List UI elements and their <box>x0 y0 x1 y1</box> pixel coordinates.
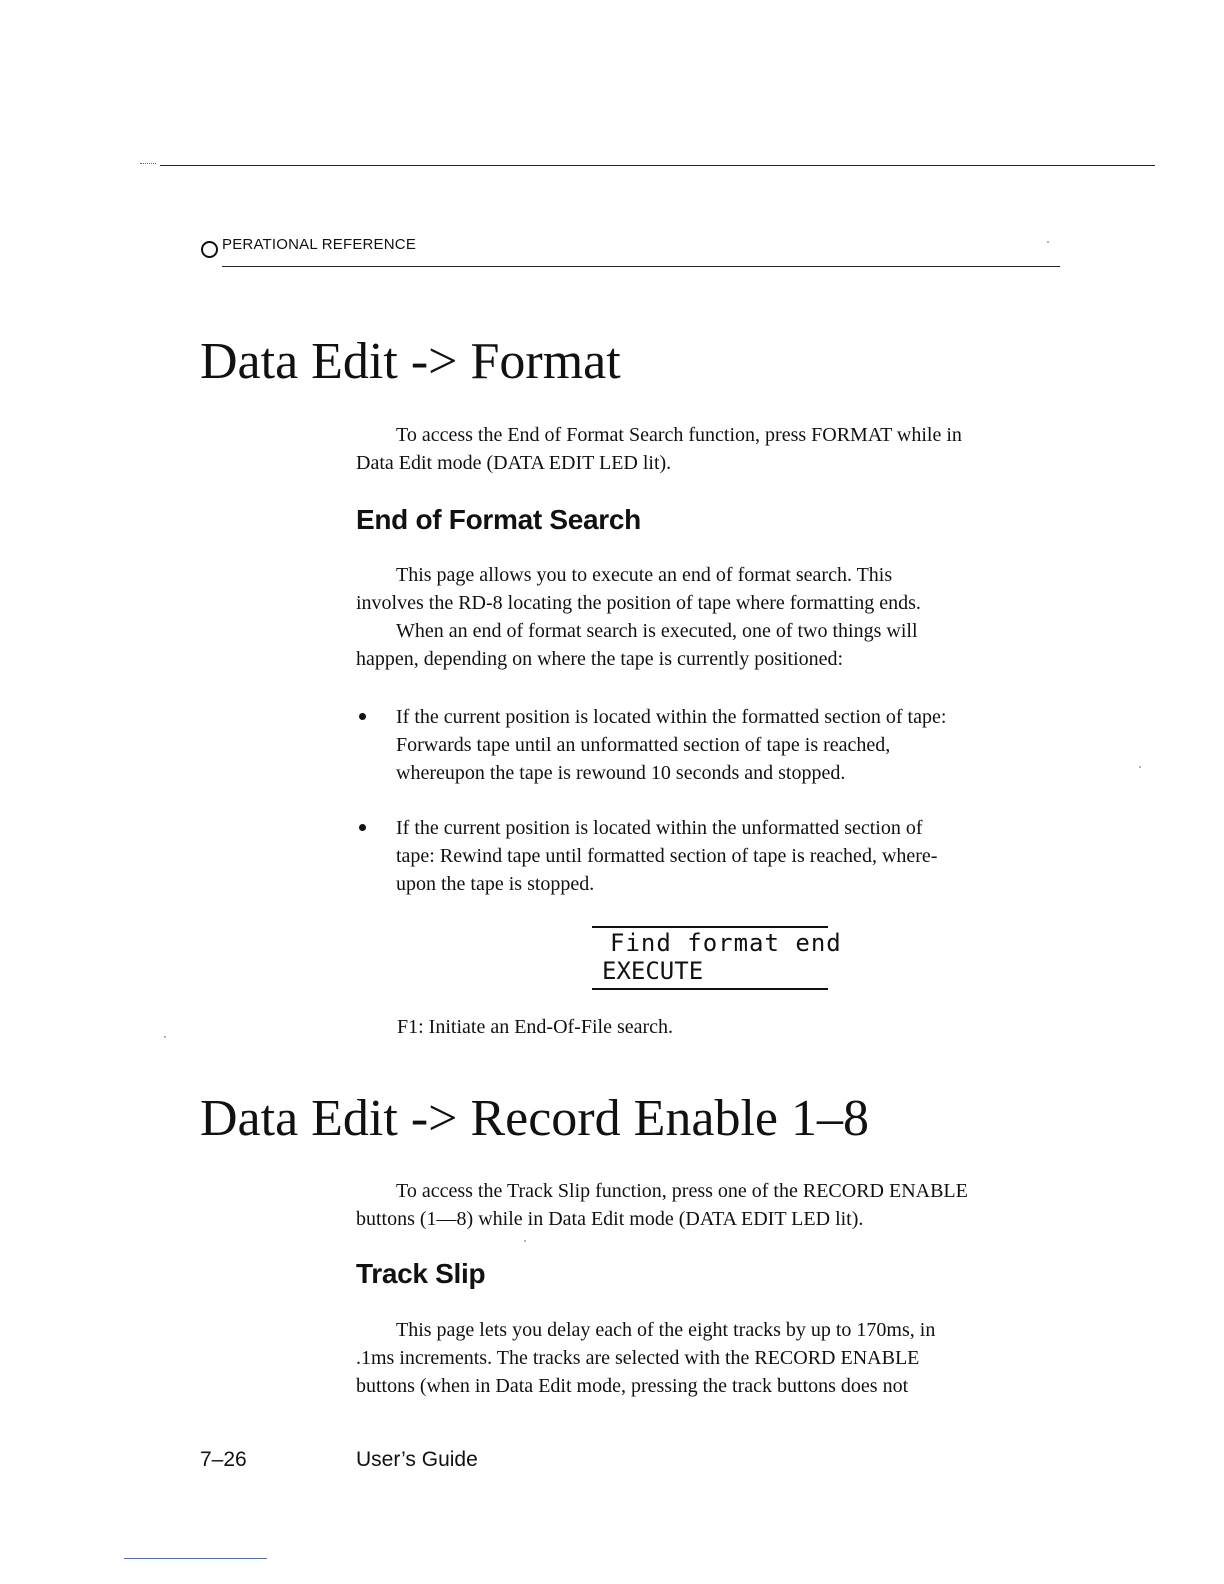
footer-guide-title: User’s Guide <box>356 1448 478 1471</box>
subhead-track-slip: Track Slip <box>356 1258 486 1289</box>
track-slip-paragraph <box>356 1316 1076 1400</box>
page-number: 7–26 <box>200 1448 247 1471</box>
section-title-format: Data Edit -> Format <box>200 333 621 390</box>
lcd-bottom-rule <box>592 988 828 990</box>
record-intro-line-2: buttons (1—8) while in Data Edit mode (DATA EDIT LED lit). <box>356 1208 864 1230</box>
bullet-icon <box>359 824 366 831</box>
bullet-item-formatted <box>396 703 1076 787</box>
subhead-end-of-format-search: End of Format Search <box>356 504 641 535</box>
scan-speck <box>1139 766 1141 768</box>
header-initial-circle <box>201 241 218 258</box>
section-title-record-enable: Data Edit -> Record Enable 1–8 <box>200 1090 869 1147</box>
track-slip-line-3: buttons (when in Data Edit mode, pressing the track buttons does not <box>356 1375 909 1397</box>
lcd-line-2: EXECUTE <box>602 957 704 985</box>
lcd-top-rule <box>592 926 828 928</box>
format-p1-line-2: involves the RD-8 locating the position of tape where formatting ends. <box>356 592 921 614</box>
format-intro <box>356 421 1076 477</box>
bullet-2-line-2: tape: Rewind tape until formatted section of tape is reached, where- <box>396 845 938 867</box>
bullet-1-line-2: Forwards tape until an unformatted section of tape is reached, <box>396 734 891 756</box>
format-intro-line-2: Data Edit mode (DATA EDIT LED lit). <box>356 452 672 474</box>
bullet-1-line-3: whereupon the tape is rewound 10 seconds and stopped. <box>396 762 846 784</box>
format-intro-line-1: To access the End of Format Search function, press FORMAT while in <box>396 424 962 446</box>
scan-speck <box>524 1240 526 1242</box>
record-enable-intro <box>356 1177 1076 1233</box>
track-slip-line-2: .1ms increments. The tracks are selected with the RECORD ENABLE <box>356 1347 920 1369</box>
lcd-line-1: Find format end <box>610 929 842 957</box>
bullet-2-line-1: If the current position is located within the unformatted section of <box>396 817 923 839</box>
scan-speck <box>164 1036 166 1038</box>
function-key-f1: F1: Initiate an End-Of-File search. <box>397 1016 674 1038</box>
bullet-icon <box>359 713 366 720</box>
format-p2-line-1: When an end of format search is executed, one of two things will <box>396 620 918 642</box>
top-rule-dots <box>140 163 156 164</box>
running-header: PERATIONAL REFERENCE <box>222 236 417 253</box>
track-slip-line-1: This page lets you delay each of the eight tracks by up to 170ms, in <box>396 1319 936 1341</box>
bottom-scan-line <box>124 1558 267 1559</box>
top-rule <box>160 165 1155 166</box>
bullet-1-line-1: If the current position is located within the formatted section of tape: <box>396 706 947 728</box>
format-paragraph-1 <box>356 561 1076 673</box>
record-intro-line-1: To access the Track Slip function, press one of the RECORD ENABLE <box>396 1180 968 1202</box>
format-p2-line-2: happen, depending on where the tape is currently positioned: <box>356 648 844 670</box>
bullet-2-line-3: upon the tape is stopped. <box>396 873 595 895</box>
format-p1-line-1: This page allows you to execute an end of format search. This <box>396 564 893 586</box>
bullet-item-unformatted <box>396 814 1076 898</box>
header-rule <box>222 266 1060 267</box>
scan-speck <box>1047 241 1049 243</box>
